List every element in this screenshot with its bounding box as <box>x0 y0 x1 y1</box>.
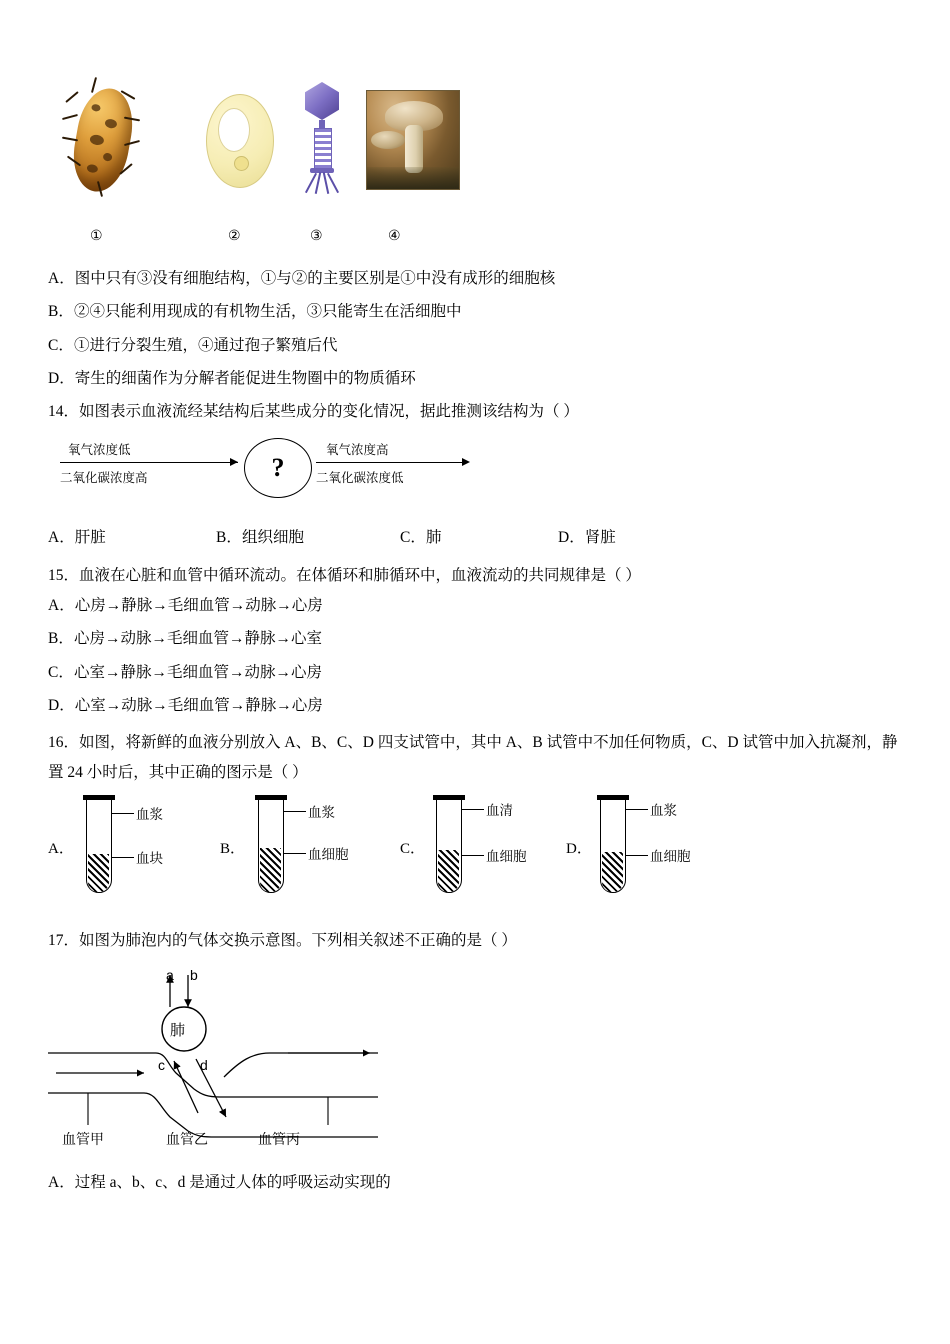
figure-caption-2: ② <box>228 229 241 244</box>
q16-option-a-label: A． <box>48 841 74 858</box>
q16-option-d-label: D． <box>566 841 592 858</box>
q17-lung-diagram-svg <box>48 961 568 1161</box>
bacteriophage-illustration <box>288 80 358 210</box>
q16-option-b-label: B． <box>220 841 246 858</box>
q13-option-d-label: D． <box>48 369 75 387</box>
q14-right-bottom-label: 二氧化碳浓度低 <box>316 471 404 486</box>
q16-tube-d-bottom-label: 血细胞 <box>650 849 691 865</box>
q17-vessel-label-1: 血管甲 <box>62 1131 104 1148</box>
q17-arrow-d-label: d <box>200 1057 208 1074</box>
q15-option-a <box>48 594 908 617</box>
q13-option-a <box>48 267 908 290</box>
q15-option-a-label: A． <box>48 597 75 615</box>
q15-option-a-text: 心房→静脉→毛细血管→动脉→心房 <box>74 597 323 615</box>
q16-stem-line1: 16．如图，将新鲜的血液分别放入 A、B、C、D 四支试管中，其中 A、B 试管中不加任何物质，C、D 试管中加入抗凝剂，静 <box>48 734 898 752</box>
q17-option-a-text: 过程 a、b、c、d 是通过人体的呼吸运动实现的 <box>74 1174 391 1192</box>
q14-option-d-label: D． <box>558 529 585 547</box>
q15-option-c-label: C． <box>48 663 74 681</box>
q13-option-b-label: B． <box>48 303 74 321</box>
q14-option-c-text: 肺 <box>426 529 442 547</box>
page-content <box>48 80 908 1204</box>
q16-figure <box>48 791 908 911</box>
q14-right-top-label: 氧气浓度高 <box>326 443 389 458</box>
q14-option-c-label: C． <box>400 529 426 547</box>
q13-option-c-text: ①进行分裂生殖，④通过孢子繁殖后代 <box>74 336 338 354</box>
q17-option-a-label: A． <box>48 1174 75 1192</box>
yeast-cell-illustration <box>198 80 282 200</box>
q16-stem-line2: 置 24 小时后，其中正确的图示是（ ） <box>48 764 308 782</box>
mushroom-photo <box>366 90 460 190</box>
q16-tube-c-bottom-label: 血细胞 <box>486 849 527 865</box>
q16-tube-a-bottom-label: 血块 <box>136 851 163 867</box>
q15-option-b <box>48 627 908 650</box>
q13-figure <box>48 80 908 255</box>
q15-stem: 15．血液在心脏和血管中循环流动。在体循环和肺循环中，血液流动的共同规律是（ ） <box>48 567 641 585</box>
q13-option-c-label: C． <box>48 336 74 354</box>
q16-tube-c-top-label: 血清 <box>486 803 513 819</box>
q17-arrow-c-label: c <box>158 1057 165 1074</box>
figure-caption-3: ③ <box>310 229 323 244</box>
q13-option-d <box>48 367 908 390</box>
q16-tube-a-top-label: 血浆 <box>136 807 163 823</box>
q16-tube-b-top-label: 血浆 <box>308 805 335 821</box>
q14-left-top-label: 氧气浓度低 <box>68 443 131 458</box>
q13-option-c <box>48 334 908 357</box>
q15-option-d-label: D． <box>48 696 75 714</box>
q15-option-b-label: B． <box>48 630 74 648</box>
figure-caption-4: ④ <box>388 229 401 244</box>
bacterium-illustration <box>62 80 148 200</box>
q17-vessel-label-2: 血管乙 <box>166 1131 208 1148</box>
q14-stem: 14．如图表示血液流经某结构后某些成分的变化情况，据此推测该结构为（ ） <box>48 403 579 420</box>
q17-arrow-b-label: b <box>190 967 198 984</box>
q16-option-c-label: C． <box>400 841 426 858</box>
q13-option-a-text: 图中只有③没有细胞结构，①与②的主要区别是①中没有成形的细胞核 <box>74 270 556 287</box>
q15-option-c-text: 心室→静脉→毛细血管→动脉→心房 <box>74 663 323 681</box>
q17-stem: 17．如图为肺泡内的气体交换示意图。下列相关叙述不正确的是（ ） <box>48 932 517 950</box>
q17-figure <box>48 961 908 1161</box>
q15-option-c <box>48 661 908 684</box>
q14-option-b-label: B． <box>216 529 242 547</box>
q13-option-b <box>48 300 908 323</box>
q17-option-a <box>48 1171 908 1194</box>
q14-options-row <box>48 526 908 550</box>
q13-option-b-text: ②④只能利用现成的有机物生活，③只能寄生在活细胞中 <box>74 303 462 321</box>
q15-option-d <box>48 694 908 717</box>
q14-option-b-text: 组织细胞 <box>242 529 305 547</box>
q14-left-bottom-label: 二氧化碳浓度高 <box>60 471 148 486</box>
q15-option-d-text: 心室→动脉→毛细血管→静脉→心房 <box>74 696 323 714</box>
q14-figure <box>48 430 908 512</box>
q13-option-d-text: 寄生的细菌作为分解者能促进生物圈中的物质循环 <box>74 369 416 387</box>
q15-option-b-text: 心房→动脉→毛细血管→静脉→心室 <box>74 630 323 648</box>
q14-option-a-text: 肝脏 <box>74 529 106 547</box>
q16-tube-b-bottom-label: 血细胞 <box>308 847 349 863</box>
q14-option-d-text: 肾脏 <box>584 529 616 547</box>
q14-option-a-label: A． <box>48 529 75 547</box>
q17-alveolus-label: 肺 <box>170 1022 186 1040</box>
q14-unknown-structure: ? <box>244 438 312 498</box>
q17-arrow-a-label: a <box>166 967 174 984</box>
q13-option-a-label: A． <box>48 270 75 287</box>
figure-caption-1: ① <box>90 229 103 244</box>
q17-vessel-label-3: 血管丙 <box>258 1131 300 1148</box>
q16-tube-d-top-label: 血浆 <box>650 803 677 819</box>
